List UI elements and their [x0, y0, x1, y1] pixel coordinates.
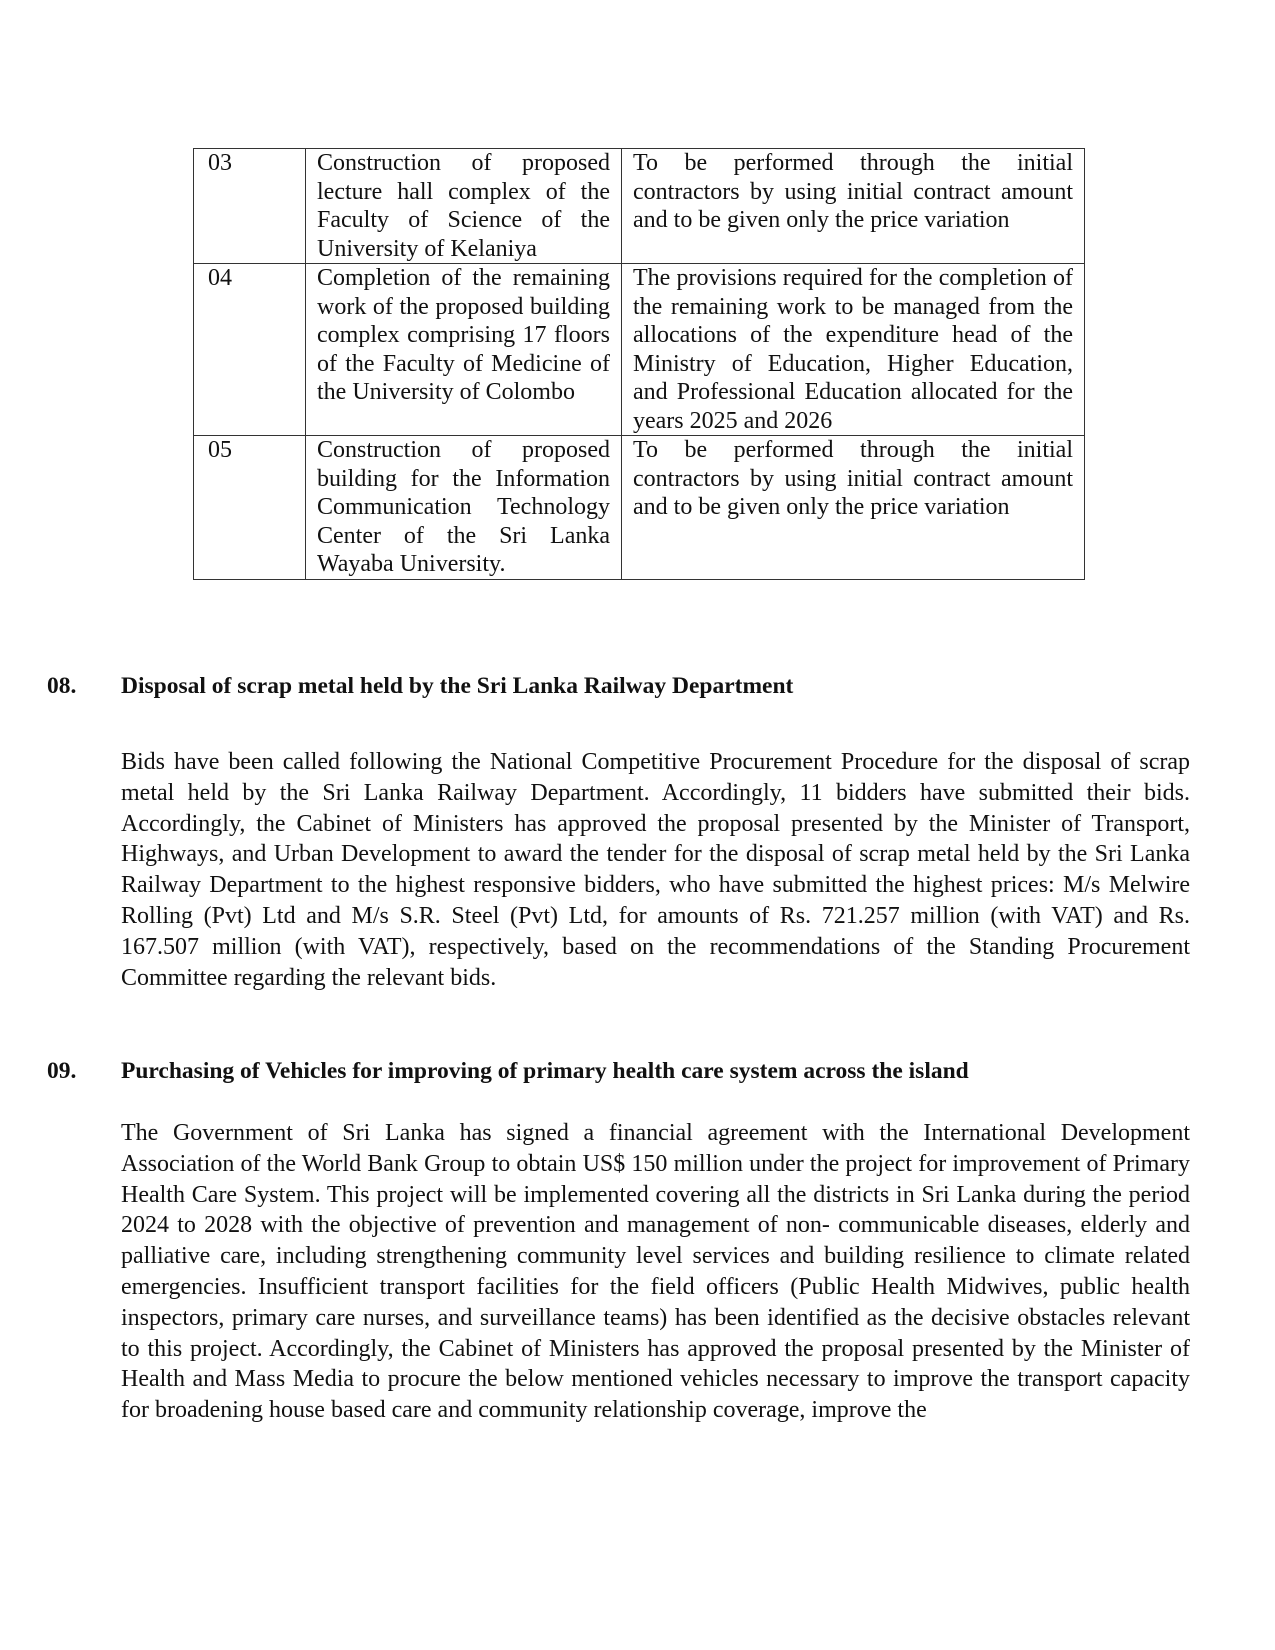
row-number: 03	[194, 149, 306, 264]
row-number: 05	[194, 436, 306, 580]
section-title: Purchasing of Vehicles for improving of primary health care system across the island	[121, 1058, 969, 1084]
project-description: Construction of proposed building for the Information Communication Technology Center of the Sri Lanka Wayaba University.	[306, 436, 622, 580]
table-row	[194, 149, 1085, 264]
section-heading-09	[47, 1057, 969, 1085]
section-body-09: The Government of Sri Lanka has signed a financial agreement with the International Development Association of the World Bank Group to obtain US$ 150 million under the project for improvement of Primary Health Care System. This project will be implemented covering all the districts in Sri Lanka during the period 2024 to 2028 with the objective of prevention and management of non- communicable diseases, elderly and palliative care, including strengthening community level services and building resilience to climate related emergencies. Insufficient transport facilities for the field officers (Public Health Midwives, public health inspectors, primary care nurses, and surveillance teams) has been identified as the decisive obstacles relevant to this project. Accordingly, the Cabinet of Ministers has approved the proposal presented by the Minister of Health and Mass Media to procure the below mentioned vehicles necessary to improve the transport capacity for broadening house based care and community relationship coverage, improve the	[121, 1120, 1190, 1424]
project-action: The provisions required for the completion of the remaining work to be managed from the allocations of the expenditure head of the Ministry of Education, Higher Education, and Professional Education allocated for the years 2025 and 2026	[622, 264, 1085, 436]
project-description: Construction of proposed lecture hall complex of the Faculty of Science of the University of Kelaniya	[306, 149, 622, 264]
table-row	[194, 436, 1085, 580]
project-action: To be performed through the initial contractors by using initial contract amount and to be given only the price variation	[622, 436, 1085, 580]
section-heading-08	[47, 672, 793, 700]
project-table	[193, 148, 1085, 580]
project-action: To be performed through the initial contractors by using initial contract amount and to be given only the price variation	[622, 149, 1085, 264]
section-number: 09.	[47, 1058, 77, 1084]
section-title: Disposal of scrap metal held by the Sri Lanka Railway Department	[121, 673, 794, 699]
project-description: Completion of the remaining work of the proposed building complex comprising 17 floors of the Faculty of Medicine of the University of Colombo	[306, 264, 622, 436]
row-number: 04	[194, 264, 306, 436]
section-body-08: Bids have been called following the National Competitive Procurement Procedure for the disposal of scrap metal held by the Sri Lanka Railway Department. Accordingly, 11 bidders have submitted their bids. Accordingly, the Cabinet of Ministers has approved the proposal presented by the Minister of Transport, Highways, and Urban Development to award the tender for the disposal of scrap metal held by the Sri Lanka Railway Department to the highest responsive bidders, who have submitted the highest prices: M/s Melwire Rolling (Pvt) Ltd and M/s S.R. Steel (Pvt) Ltd, for amounts of Rs. 721.257 million (with VAT) and Rs. 167.507 million (with VAT), respectively, based on the recommendations of the Standing Procurement Committee regarding the relevant bids.	[121, 749, 1190, 991]
section-number: 08.	[47, 673, 77, 699]
table-row	[194, 264, 1085, 436]
